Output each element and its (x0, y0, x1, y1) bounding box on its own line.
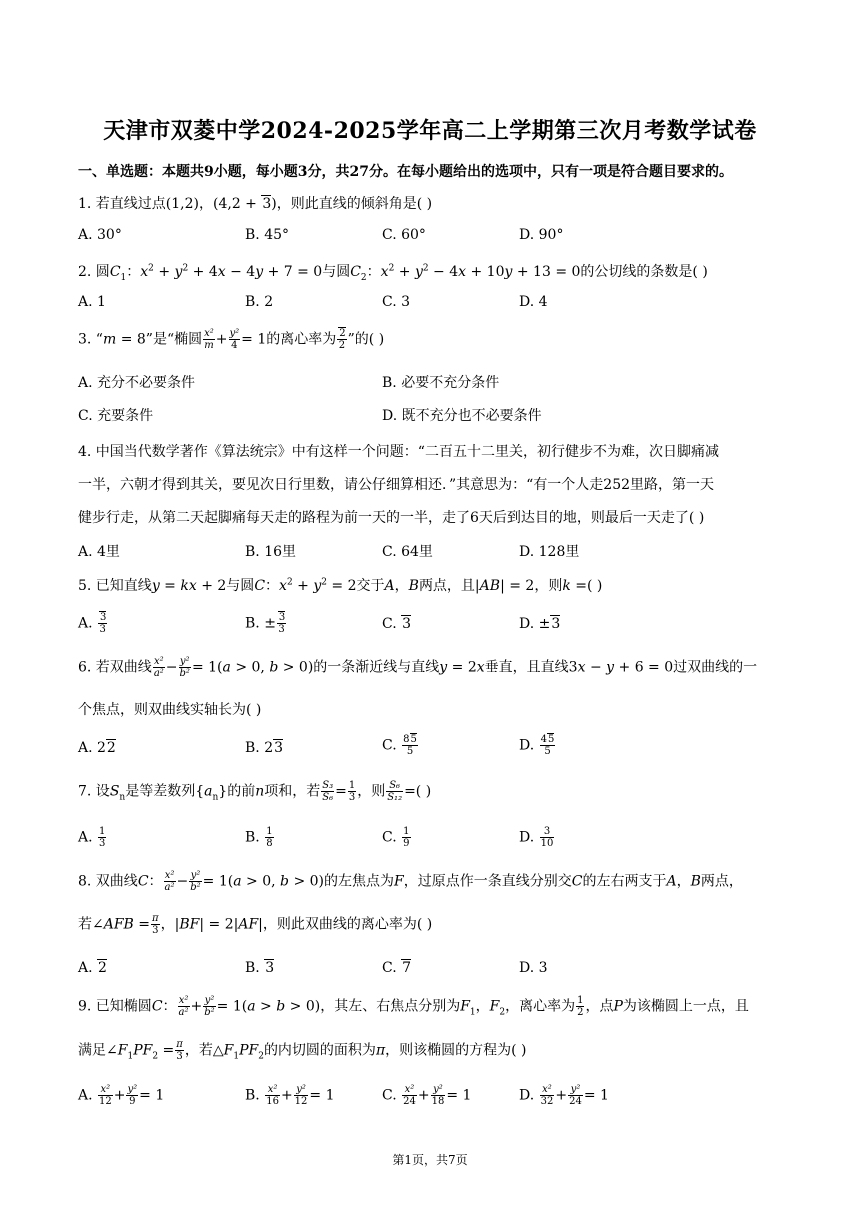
option: C. 64里 (382, 544, 433, 560)
question-4-line2: 一半，六朝才得到其关，要见次日行里数，请公仔细算相还．”其意思为：“有一个人走252里路，第一天 (78, 477, 715, 493)
option: B. 3 (245, 960, 275, 976)
question-6-line2: 个焦点，则双曲线实轴长为( ) (78, 702, 262, 718)
question-7: 7. 设$S_n$是等差数列$\{a_n\}$的前n项和，若 $\frac{\text{S₃}}{\text{S₆}}$ = $\frac{1}{3}$ ，则 $\frac{\text{S₆}}{\text{S₁₂}}$ =( ) (78, 780, 432, 803)
option: C. 7 (382, 960, 412, 976)
option: D. 既不充分也不必要条件 (382, 408, 542, 424)
option: B. 必要不充分条件 (382, 375, 500, 391)
option: D. $\frac{3}{10}$ (519, 826, 554, 849)
question-6-line1: 6. 若双曲线 $\frac{\text{x²}}{\text{a²}}$ − $\frac{\text{y²}}{\text{b²}}$ = 1(a > 0, b > 0)的一条渐近线与直线y = 2x垂直，且直线3x − y + 6 = 0过双曲线的一 (78, 656, 758, 679)
option: D. $\frac{\text{x²}}{32}$ + $\frac{\text{y²}}{24}$ = 1 (519, 1084, 609, 1107)
option: A. 22 (78, 740, 116, 756)
question-4-line1: 4. 中国当代数学著作《算法统宗》中有这样一个问题：“二百五十二里关，初行健步不为难，次日脚痛减 (78, 444, 719, 460)
option: C. 3 (382, 294, 411, 310)
option: A. 4里 (78, 544, 120, 560)
option: C. $\frac{1}{9}$ (382, 826, 410, 849)
option: A. 30° (78, 227, 122, 243)
question-9-line1: 9. 已知椭圆C： $\frac{\text{x²}}{\text{a²}}$ + $\frac{\text{y²}}{\text{b²}}$ = 1(a > b > 0)，其左、右焦点分别为$F_1$，$F_2$，离心率为 $\frac{1}{2}$ ，点P为该椭圆上一点，且 (78, 995, 749, 1018)
section-heading: 一、单选题：本题共9小题，每小题3分，共27分。在每小题给出的选项中，只有一项是符合题目要求的。 (78, 164, 733, 180)
option: B. $\frac{1}{8}$ (245, 826, 273, 849)
option: A. 充分不必要条件 (78, 375, 196, 391)
option: C. $\frac{85}{5}$ (382, 734, 417, 757)
option: D. ±3 (519, 616, 561, 632)
question-4-line3: 健步行走，从第二天起脚痛每天走的路程为前一天的一半，走了6天后到达目的地，则最后一天走了( ) (78, 510, 705, 526)
option: A. $\frac{1}{3}$ (78, 826, 106, 849)
option: C. 充要条件 (78, 408, 154, 424)
option: B. 16里 (245, 544, 297, 560)
page-footer: 第1页，共7页 (392, 1153, 468, 1167)
option: C. 60° (382, 227, 426, 243)
option: D. 3 (519, 960, 548, 976)
option: C. $\frac{\text{x²}}{24}$ + $\frac{\text{y²}}{18}$ = 1 (382, 1084, 472, 1107)
option: A. $\frac{\text{x²}}{12}$ + $\frac{\text{y²}}{9}$ = 1 (78, 1084, 165, 1107)
option: B. $\frac{\text{x²}}{16}$ + $\frac{\text{y²}}{12}$ = 1 (245, 1084, 335, 1107)
question-9-line2: 满足$\angle F_1PF_2$ = $\frac{\pi}{3}$ ，若$\triangle F_1PF_2$的内切圆的面积为π，则该椭圆的方程为( ) (78, 1039, 527, 1062)
option: A. $\frac{3}{3}$ (78, 612, 107, 635)
question-8-line1: 8. 双曲线C： $\frac{\text{x²}}{\text{a²}}$ − $\frac{\text{y²}}{\text{b²}}$ = 1(a > 0, b > 0)的左焦点为F，过原点作一条直线分别交C的左右两支于A，B两点， (78, 870, 743, 893)
option: B. 23 (245, 740, 284, 756)
question-3: 3. “m = 8”是“椭圆 $\frac{\text{x²}}{m}$ + $\frac{\text{y²}}{4}$ = 1的离心率为 $\frac{2}{2}$ ”的( ) (78, 328, 385, 351)
question-5: 5. 已知直线y = kx + 2与圆C：$x^2 + y^2 = 2$交于A，B两点，且|AB| = 2，则k =( ) (78, 577, 603, 594)
option: D. 90° (519, 227, 564, 243)
option: B. 45° (245, 227, 290, 243)
option: D. 128里 (519, 544, 580, 560)
question-2: 2. 圆$C_1$：$x^2 + y^2 + 4x - 4y + 7 = 0$与圆$C_2$：$x^2 + y^2 - 4x + 10y + 13 = 0$的公切线的条数是( ) (78, 263, 708, 283)
option: C. 3 (382, 616, 412, 632)
option: A. 1 (78, 294, 106, 310)
question-8-line2: 若∠AFB = $\frac{\pi}{3}$ ，|BF| = 2|AF|，则此双曲线的离心率为( ) (78, 913, 433, 936)
option: D. $\frac{45}{5}$ (519, 734, 555, 757)
option: B. 2 (245, 294, 274, 310)
option: A. 2 (78, 960, 107, 976)
question-1: 1. 若直线过点(1,2)，(4,2 + 3)，则此直线的倾斜角是( ) (78, 196, 433, 212)
option: D. 4 (519, 294, 548, 310)
page-title: 天津市双菱中学2024-2025学年高二上学期第三次月考数学试卷 (103, 118, 757, 144)
option: B. ± $\frac{3}{3}$ (245, 612, 286, 635)
